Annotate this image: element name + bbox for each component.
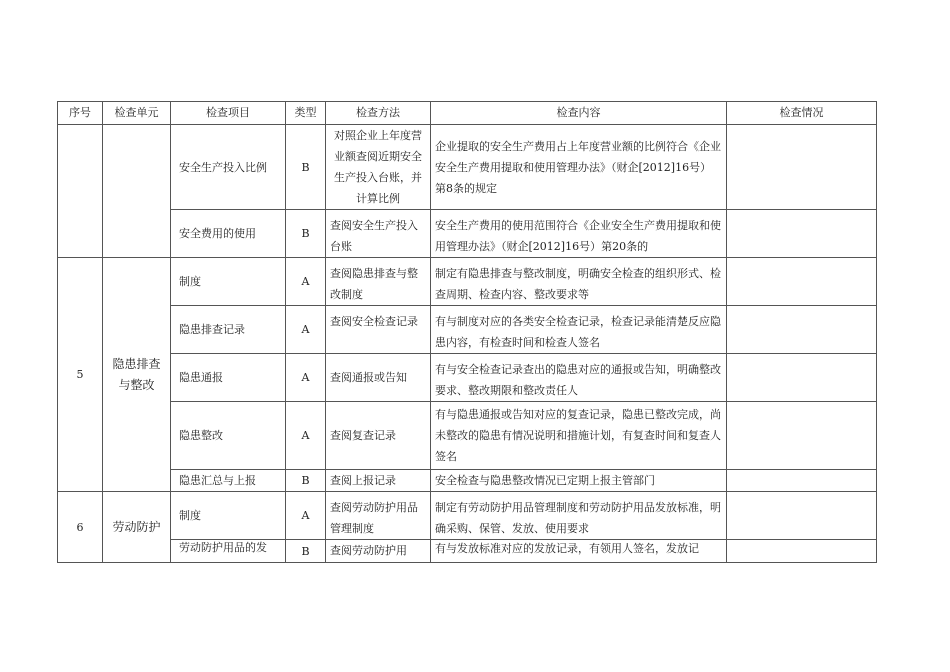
header-no: 序号 [58,102,103,125]
header-result: 检查情况 [727,102,877,125]
cell-no: 5 [58,258,103,492]
cell-method: 查阅安全检查记录 [326,306,431,354]
cell-item: 隐患通报 [171,354,286,402]
cell-method: 查阅安全生产投入台账 [326,210,431,258]
table-row [58,210,877,258]
cell-content: 制定有隐患排查与整改制度，明确安全检查的组织形式、检查周期、检查内容、整改要求等 [431,258,727,306]
cell-result[interactable] [727,470,877,492]
cell-no-empty [58,125,103,258]
cell-content: 有与制度对应的各类安全检查记录，检查记录能清楚反应隐患内容，有检查时间和检查人签名 [431,306,727,354]
cell-result[interactable] [727,125,877,210]
cell-content: 有与隐患通报或告知对应的复查记录，隐患已整改完成，尚未整改的隐患有情况说明和措施计划，有复查时间和复查人签名 [431,402,727,470]
cell-result[interactable] [727,540,877,563]
inspection-table [57,101,877,563]
table-row [58,258,877,306]
cell-method: 查阅上报记录 [326,470,431,492]
cell-method-text: 查阅劳动防护用 [330,544,407,557]
cell-content [431,540,727,563]
table-header-row [58,102,877,125]
cell-item: 隐患排查记录 [171,306,286,354]
cell-item: 隐患整改 [171,402,286,470]
cell-content: 制定有劳动防护用品管理制度和劳动防护用品发放标准，明确采购、保管、发放、使用要求 [431,492,727,540]
cell-result[interactable] [727,354,877,402]
cell-result[interactable] [727,210,877,258]
cell-method: 对照企业上年度营业额查阅近期安全生产投入台账，并计算比例 [326,125,431,210]
cell-item: 隐患汇总与上报 [171,470,286,492]
cell-result[interactable] [727,402,877,470]
cell-item: 安全生产投入比例 [171,125,286,210]
cell-content: 有与安全检查记录查出的隐患对应的通报或告知，明确整改要求、整改期限和整改责任人 [431,354,727,402]
cell-method: 查阅劳动防护用品管理制度 [326,492,431,540]
cell-unit: 劳动防护 [103,492,171,563]
cell-type: B [286,125,326,210]
cell-content: 安全检查与隐患整改情况已定期上报主管部门 [431,470,727,492]
cell-content: 安全生产费用的使用范围符合《企业安全生产费用提取和使用管理办法》（财企[2012]16号）第20条的 [431,210,727,258]
cell-content-text: 有与发放标准对应的发放记录，有领用人签名，发放记 [435,542,699,555]
cell-item: 安全费用的使用 [171,210,286,258]
cell-type: B [286,540,326,563]
header-type: 类型 [286,102,326,125]
cell-content: 企业提取的安全生产费用占上年度营业额的比例符合《企业安全生产费用提取和使用管理办法》（财企[2012]16号）第8条的规定 [431,125,727,210]
table-row [58,470,877,492]
table-row [58,306,877,354]
cell-type: A [286,402,326,470]
cell-item: 制度 [171,258,286,306]
cell-unit-empty [103,125,171,258]
cell-unit: 隐患排查与整改 [103,258,171,492]
header-method: 检查方法 [326,102,431,125]
cell-no: 6 [58,492,103,563]
cell-method: 查阅隐患排查与整改制度 [326,258,431,306]
cell-type: A [286,306,326,354]
table-row [58,402,877,470]
cell-result[interactable] [727,306,877,354]
cell-type: A [286,354,326,402]
cell-type: B [286,210,326,258]
cell-method: 查阅复查记录 [326,402,431,470]
cell-type: B [286,470,326,492]
cell-method: 查阅通报或告知 [326,354,431,402]
cell-item-text: 劳动防护用品的发 [179,541,267,554]
table-row [58,354,877,402]
cell-result[interactable] [727,492,877,540]
cell-type: A [286,492,326,540]
cell-result[interactable] [727,258,877,306]
table-row [58,492,877,540]
table-row [58,540,877,563]
cell-item [171,540,286,563]
header-content: 检查内容 [431,102,727,125]
cell-type: A [286,258,326,306]
table-row [58,125,877,210]
header-unit: 检查单元 [103,102,171,125]
header-item: 检查项目 [171,102,286,125]
cell-method [326,540,431,563]
cell-item: 制度 [171,492,286,540]
